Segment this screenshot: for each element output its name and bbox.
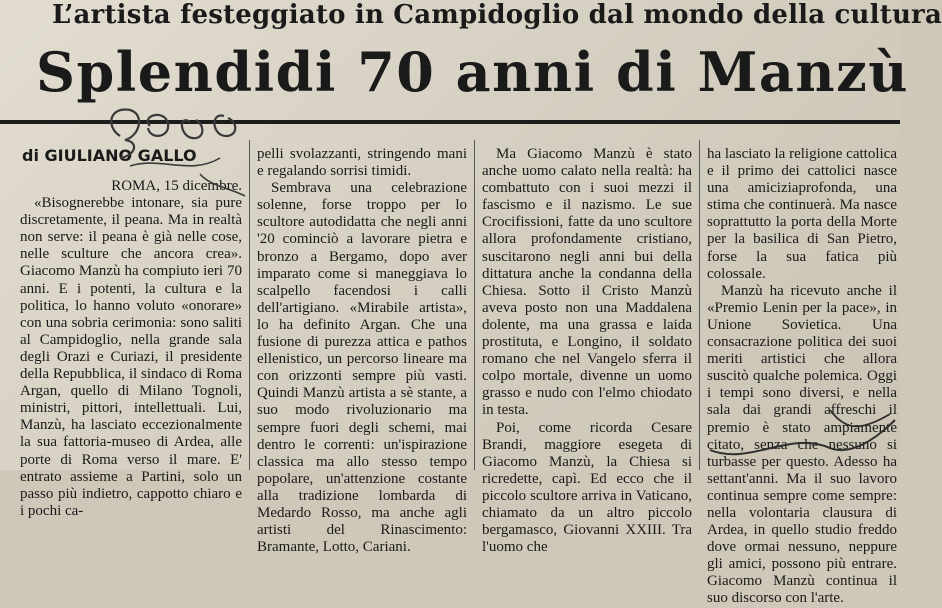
article-headline: Splendidi 70 anni di Manzù (36, 40, 910, 104)
paragraph: Poi, come ricorda Cesare Brandi, maggiore esegeta di Giacomo Manzù, la Chiesa si ricredette, capì. Ed ecco che il piccolo scultore arriva in Vaticano, chiamato da un altro piccolo bergamasco, Giovanni XXIII. Tra l'uomo che (482, 419, 692, 556)
column-divider (699, 140, 700, 470)
article-column-1 (20, 178, 242, 519)
article-kicker: L’artista festeggiato in Campidoglio dal mondo della cultura (52, 0, 942, 30)
article-column-4 (707, 146, 897, 607)
column-divider (474, 140, 475, 470)
paragraph: Manzù ha ricevuto anche il «Premio Lenin per la pace», in Unione Sovietica. Una consacrazione politica dei suoi meriti artistici che allora suscitò qualche polemica. Oggi i tempi sono diversi, e nella sala dai grandi affreschi il premio è stato ampiamente citato, senza che nessuno si turbasse per questo. Adesso ha settant'anni. Ma il suo lavoro continua sempre come sempre: nella volontaria clausura di Ardea, in quello studio freddo dove ormai nessuno, neppure gli amici, possono più entrare. Giacomo Manzù continua il suo discorso con l'arte. (707, 282, 897, 607)
article-column-2 (257, 146, 467, 556)
dateline: ROMA, 15 dicembre. (111, 178, 242, 194)
article-byline: di GIULIANO GALLO (22, 146, 197, 165)
column-divider (249, 140, 250, 470)
paragraph: ha lasciato la religione cattolica e il primo dei cattolici nasce una amiciziaprofonda, una stima che continuerà. Ma nasce soprattutto la porta della Morte per la basilica di San Pietro, forse la sua fatica più colossale. (707, 146, 897, 282)
headline-rule (0, 120, 900, 124)
paragraph: «Bisognerebbe intonare, sia pure discretamente, il peana. Ma in realtà non serve: il peana è già nelle cose, nelle sculture che ancora crea». Giacomo Manzù ha compiuto ieri 70 anni. E i potenti, la cultura e la politica, lo hanno voluto «onorare» con una sobria cerimonia: sono saliti al Campidoglio, nella grande sala degli Orazi e Curiazi, il presidente della Repubblica, il sindaco di Roma Argan, quello di Milano Tognoli, ministri, pittori, intellettuali. Lui, Manzù, ha lasciato eccezionalmente la sua fattoria-museo di Ardea, alle porte di Roma verso il mare. E' entrato assieme a Partini, solo un passo più indietro, cappotto chiaro e i pochi ca- (20, 195, 242, 519)
article-column-3 (482, 146, 692, 556)
paragraph: Ma Giacomo Manzù è stato anche uomo calato nella realtà: ha combattuto con i suoi mezzi il fascismo e il nazismo. Le sue Crocifissioni, fatte da uno scultore allora profondamente cristiano, suscitarono negli anni bui della dittatura anche la condanna della Chiesa. Sotto il Cristo Manzù aveva posto non una Maddalena dolente, ma una grassa e laida prostituta, e Longino, il soldato romano che nel Vangelo sferra il colpo mortale, divenne un uomo grasso e nudo con l'elmo chiodato in testa. (482, 146, 692, 419)
paragraph: pelli svolazzanti, stringendo mani e regalando sorrisi timidi. (257, 146, 467, 180)
paragraph: Sembrava una celebrazione solenne, forse troppo per lo scultore autodidatta che negli anni '20 cominciò a lavorare pietra e bronzo a Bergamo, dopo aver imparato come si maneggiava lo scalpello facendosi i calli dell'artigiano. «Mirabile artista», lo ha definito Argan. Che una fusione di purezza attica e pathos ellenistico, un percorso lineare ma con orizzonti sempre più vasti. Quindi Manzù artista a sè stante, a suo modo rivoluzionario ma sempre fuori degli schemi, mai dentro le correnti: un'ispirazione classica ma allo stesso tempo popolare, un'attenzione costante alla tradizione lombarda di Medardo Rosso, ma anche agli artisti del Rinascimento: Bramante, Lotto, Cariani. (257, 180, 467, 556)
